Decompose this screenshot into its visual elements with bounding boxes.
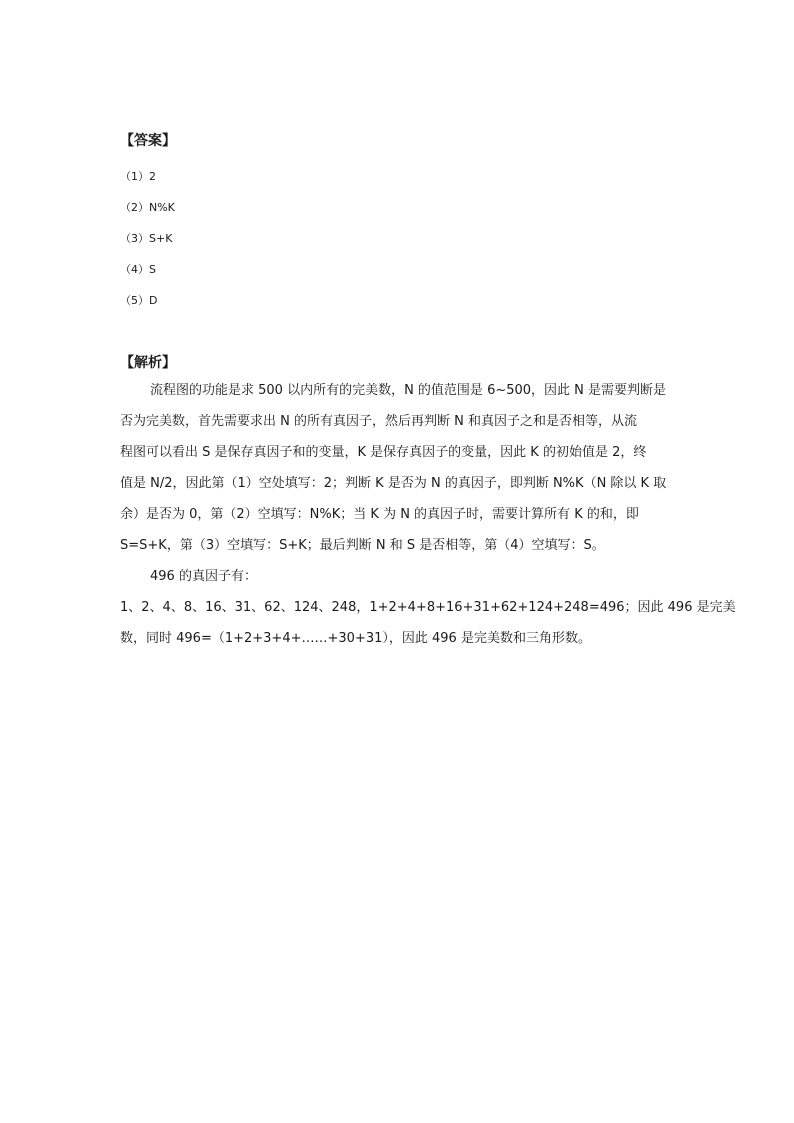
document-content [120, 130, 736, 654]
analysis-line: 程图可以看出 S 是保存真因子和的变量，K 是保存真因子的变量，因此 K 的初始值是 2，终 [120, 445, 647, 460]
answer-item-2: （2）N%K [120, 201, 175, 214]
answer-list [120, 161, 680, 316]
analysis-paragraph-1 [120, 375, 680, 561]
analysis-line: 数，同时 496=（1+2+3+4+……+30+31），因此 496 是完美数和三角形数。 [120, 631, 591, 646]
analysis-line: 余）是否为 0，第（2）空填写：N%K；当 K 为 N 的真因子时，需要计算所有 K 的和，即 [120, 507, 639, 522]
analysis-line: 1、2、4、8、16、31、62、124、248，1+2+4+8+16+31+62+124+248=496；因此 496 是完美 [120, 600, 736, 615]
answer-item-3: （3）S+K [120, 232, 173, 245]
analysis-line: 流程图的功能是求 500 以内所有的完美数，N 的值范围是 6~500，因此 N 是需要判断是 [150, 383, 667, 398]
analysis-line: S=S+K，第（3）空填写：S+K；最后判断 N 和 S 是否相等，第（4）空填写：S。 [120, 538, 605, 553]
analysis-paragraph-3 [120, 592, 736, 654]
answer-item-1: （1）2 [120, 170, 156, 183]
analysis-line: 值是 N/2，因此第（1）空处填写：2；判断 K 是否为 N 的真因子，即判断 N%K（N 除以 K 取 [120, 476, 667, 491]
answer-heading: 【答案】 [120, 133, 176, 149]
answer-item-4: （4）S [120, 263, 156, 276]
analysis-line: 否为完美数，首先需要求出 N 的所有真因子，然后再判断 N 和真因子之和是否相等，从流 [120, 414, 637, 429]
analysis-heading: 【解析】 [120, 355, 176, 371]
analysis-paragraph-2 [120, 561, 680, 592]
analysis-line: 496 的真因子有： [150, 569, 257, 584]
answer-item-5: （5）D [120, 294, 158, 307]
